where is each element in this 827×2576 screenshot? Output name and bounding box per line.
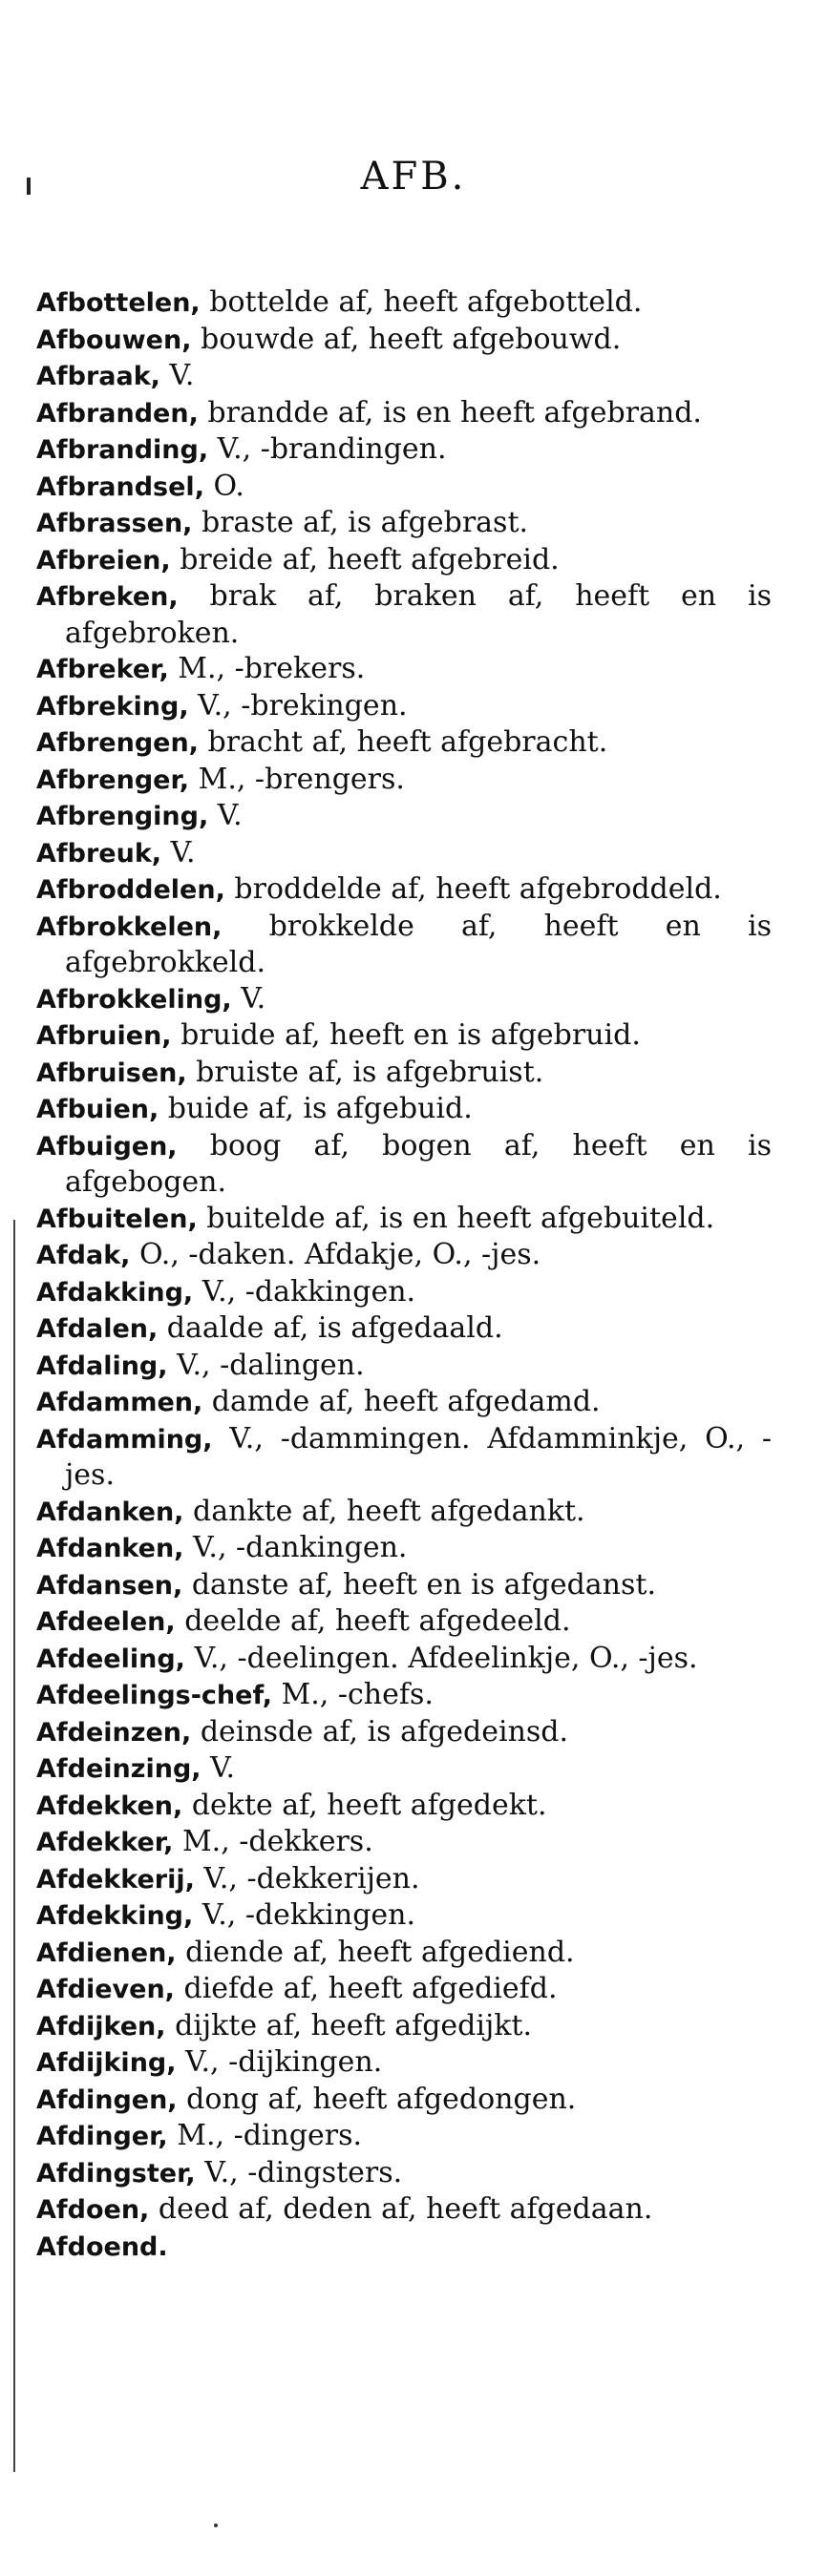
definition: broddelde af, heeft afgebroddeld. [234, 872, 722, 906]
headword: Afdeeling, [36, 1644, 185, 1674]
dictionary-entry [36, 1897, 772, 1935]
headword: Afdak, [36, 1241, 131, 1270]
headword: Afdekken, [36, 1791, 183, 1821]
definition: V., -dankingen. [192, 1531, 408, 1564]
headword: Afbrenging, [36, 802, 209, 831]
dictionary-entry [36, 1567, 772, 1604]
headword: Afbranden, [36, 398, 199, 429]
headword: Afbrokkelen, [36, 911, 223, 942]
dictionary-entry [36, 284, 772, 322]
dictionary-entry [36, 1935, 772, 1972]
dictionary-entry [36, 798, 772, 835]
dictionary-entry [36, 1274, 772, 1311]
definition: M., -brengers. [198, 762, 405, 796]
dictionary-entry [36, 909, 772, 981]
definition: buide af, is afgebuid. [167, 1092, 473, 1125]
headword: Afdanken, [36, 1534, 184, 1563]
definition: V. [210, 1751, 236, 1785]
definition: V., -dakkingen. [201, 1274, 416, 1309]
dictionary-entry [36, 1788, 772, 1825]
dictionary-entry [36, 2229, 772, 2266]
definition: V., -dalingen. [177, 1348, 365, 1382]
headword: Afdieven, [36, 1975, 175, 2004]
headword: Afdamming, [36, 1424, 213, 1455]
definition: V., -dekkingen. [201, 1898, 416, 1932]
headword: Afdekker, [36, 1828, 174, 1857]
headword: Afdijking, [36, 2048, 177, 2078]
headword: Afbruisen, [36, 1058, 187, 1088]
headword: Afbottelen, [36, 288, 201, 318]
dictionary-entry [36, 542, 772, 579]
dictionary-entry [36, 1384, 772, 1421]
dictionary-entry [36, 1421, 772, 1494]
headword: Afbuitelen, [36, 1204, 198, 1234]
headword: Afbranding, [36, 435, 209, 465]
definition: dijkte af, heeft afgedijkt. [175, 2008, 533, 2042]
headword: Afdammen, [36, 1388, 203, 1417]
dictionary-entry [36, 1714, 772, 1751]
definition: dekte af, heeft afgedekt. [191, 1788, 547, 1822]
definition: dankte af, heeft afgedankt. [192, 1494, 585, 1528]
dictionary-entry [36, 1310, 772, 1348]
headword: Afbrengen, [36, 728, 199, 758]
definition: danste af, heeft en is afgedanst. [191, 1567, 656, 1602]
headword: Afdeinzing, [36, 1754, 201, 1784]
dictionary-entry [36, 1824, 772, 1861]
dictionary-entry [36, 1201, 772, 1238]
definition: M., -dekkers. [181, 1825, 373, 1858]
dictionary-entry [36, 1677, 772, 1714]
definition: V. [170, 835, 196, 869]
definition: V., -dijkingen. [185, 2045, 383, 2079]
dictionary-entry [36, 835, 772, 872]
headword: Afbuigen, [36, 1131, 178, 1162]
headword: Afbuien, [36, 1095, 159, 1124]
definition: M., -dingers. [177, 2119, 363, 2152]
dictionary-entry [36, 762, 772, 799]
definition: damde af, heeft afgedamd. [211, 1385, 601, 1418]
headword: Afbroddelen, [36, 875, 225, 905]
definition: boog af, bogen af, heeft en is afgebogen. [65, 1128, 772, 1199]
headword: Afbrassen, [36, 509, 193, 538]
dictionary-entry [36, 724, 772, 762]
dictionary-entry [36, 1603, 772, 1641]
definition: braste af, is afgebrast. [201, 506, 529, 539]
dictionary-entry [36, 469, 772, 506]
definition: deelde af, heeft afgedeeld. [184, 1604, 571, 1638]
headword: Afdingster, [36, 2158, 196, 2189]
headword: Afdeelen, [36, 1607, 176, 1637]
definition: breide af, heeft afgebreid. [180, 542, 560, 576]
headword: Afdoend. [36, 2231, 168, 2262]
headword: Afdakking, [36, 1277, 194, 1308]
definition: daalde af, is afgedaald. [166, 1311, 503, 1345]
definition: bruiste af, is afgebruist. [196, 1055, 544, 1089]
dictionary-entry [36, 871, 772, 909]
headword: Afdekkerij, [36, 1864, 195, 1895]
dictionary-entry [36, 981, 772, 1018]
headword: Afdijken, [36, 2011, 166, 2042]
definition: V., -dammingen. Afdamminkje, O., -jes. [65, 1421, 772, 1492]
headword: Afbrenger, [36, 764, 190, 795]
definition: bottelde af, heeft afgebotteld. [209, 285, 643, 319]
definition: V., -deelingen. Afdeelinkje, O., -jes. [194, 1641, 698, 1675]
definition: V. [169, 359, 195, 392]
dictionary-entry [36, 1494, 772, 1531]
headword: Afdeinzen, [36, 1717, 192, 1748]
headword: Afdekking, [36, 1901, 194, 1931]
headword: Afbreuk, [36, 838, 162, 869]
definition: deinsde af, is afgedeinsd. [200, 1714, 569, 1749]
headword: Afdaling, [36, 1351, 168, 1381]
definition: O., -daken. Afdakje, O., -jes. [138, 1238, 541, 1271]
dictionary-entry [36, 1237, 772, 1274]
dictionary-entry [36, 395, 772, 432]
dictionary-entry [36, 322, 772, 359]
definition: brandde af, is en heeft afgebrand. [207, 395, 702, 429]
definition: bouwde af, heeft afgebouwd. [201, 322, 622, 356]
definition: V. [217, 799, 243, 832]
headword: Afbreken, [36, 582, 179, 612]
dictionary-entry [36, 1128, 772, 1201]
headword: Afbreking, [36, 691, 189, 722]
definition: V., -dingsters. [204, 2155, 403, 2189]
dictionary-entry [36, 1091, 772, 1128]
headword: Afbraak, [36, 362, 160, 391]
dictionary-entry [36, 1971, 772, 2008]
dictionary-entry [36, 2044, 772, 2082]
headword: Afdingen, [36, 2084, 178, 2115]
dictionary-entry [36, 2082, 772, 2119]
dictionary-entry [36, 2008, 772, 2045]
definition: brokkelde af, heeft en is afgebrokkeld. [65, 909, 772, 979]
definition: deed af, deden af, heeft afgedaan. [158, 2192, 653, 2226]
definition: bruide af, heeft en is afgebruid. [180, 1018, 641, 1052]
headword: Afdansen, [36, 1570, 183, 1601]
headword: Afbrandsel, [36, 471, 204, 502]
headword: Afbouwen, [36, 325, 192, 355]
dictionary-entry [36, 505, 772, 542]
dictionary-entry [36, 651, 772, 688]
headword: Afdienen, [36, 1937, 177, 1968]
dictionary-entry [36, 2118, 772, 2155]
headword: Afbruien, [36, 1021, 172, 1051]
margin-rule [13, 1220, 15, 2472]
dictionary-entry [36, 431, 772, 469]
dictionary-entry [36, 1530, 772, 1567]
entry-list [36, 284, 772, 2265]
headword: Afbreker, [36, 655, 169, 684]
definition: O. [213, 469, 244, 503]
dictionary-entry [36, 1641, 772, 1678]
headword: Afdoen, [36, 2195, 150, 2225]
definition: M., -brekers. [178, 652, 366, 685]
definition: brak af, braken af, heeft en is afgebroken. [65, 579, 772, 650]
definition: V., -brandingen. [217, 432, 447, 466]
definition: bracht af, heeft afgebracht. [207, 725, 608, 759]
dictionary-entry [36, 688, 772, 725]
dictionary-entry [36, 1017, 772, 1055]
headword: Afdinger, [36, 2122, 168, 2151]
dictionary-entry [36, 1348, 772, 1385]
page-speck [214, 2524, 218, 2527]
definition: V., -dekkerijen. [203, 1861, 420, 1895]
page-header: AFB. [360, 155, 467, 199]
dictionary-entry [36, 1055, 772, 1092]
definition: V. [241, 981, 266, 1016]
definition: M., -chefs. [281, 1678, 434, 1711]
dictionary-entry [36, 2155, 772, 2192]
dictionary-entry [36, 1861, 772, 1898]
dictionary-entry [36, 1750, 772, 1788]
definition: diefde af, heeft afgediefd. [183, 1972, 558, 2005]
headword: Afdeelings-chef, [36, 1681, 272, 1710]
headword: Afbreien, [36, 545, 171, 576]
definition: V., -brekingen. [198, 688, 408, 723]
dictionary-entry [36, 358, 772, 395]
definition: dong af, heeft afgedongen. [186, 2082, 577, 2116]
definition: buitelde af, is en heeft afgebuiteld. [206, 1201, 715, 1235]
dictionary-entry [36, 578, 772, 651]
definition: diende af, heeft afgediend. [185, 1935, 575, 1969]
headword: Afdanken, [36, 1497, 184, 1527]
headword: Afdalen, [36, 1314, 159, 1344]
headword: Afbrokkeling, [36, 984, 232, 1015]
dictionary-entry [36, 2191, 772, 2229]
